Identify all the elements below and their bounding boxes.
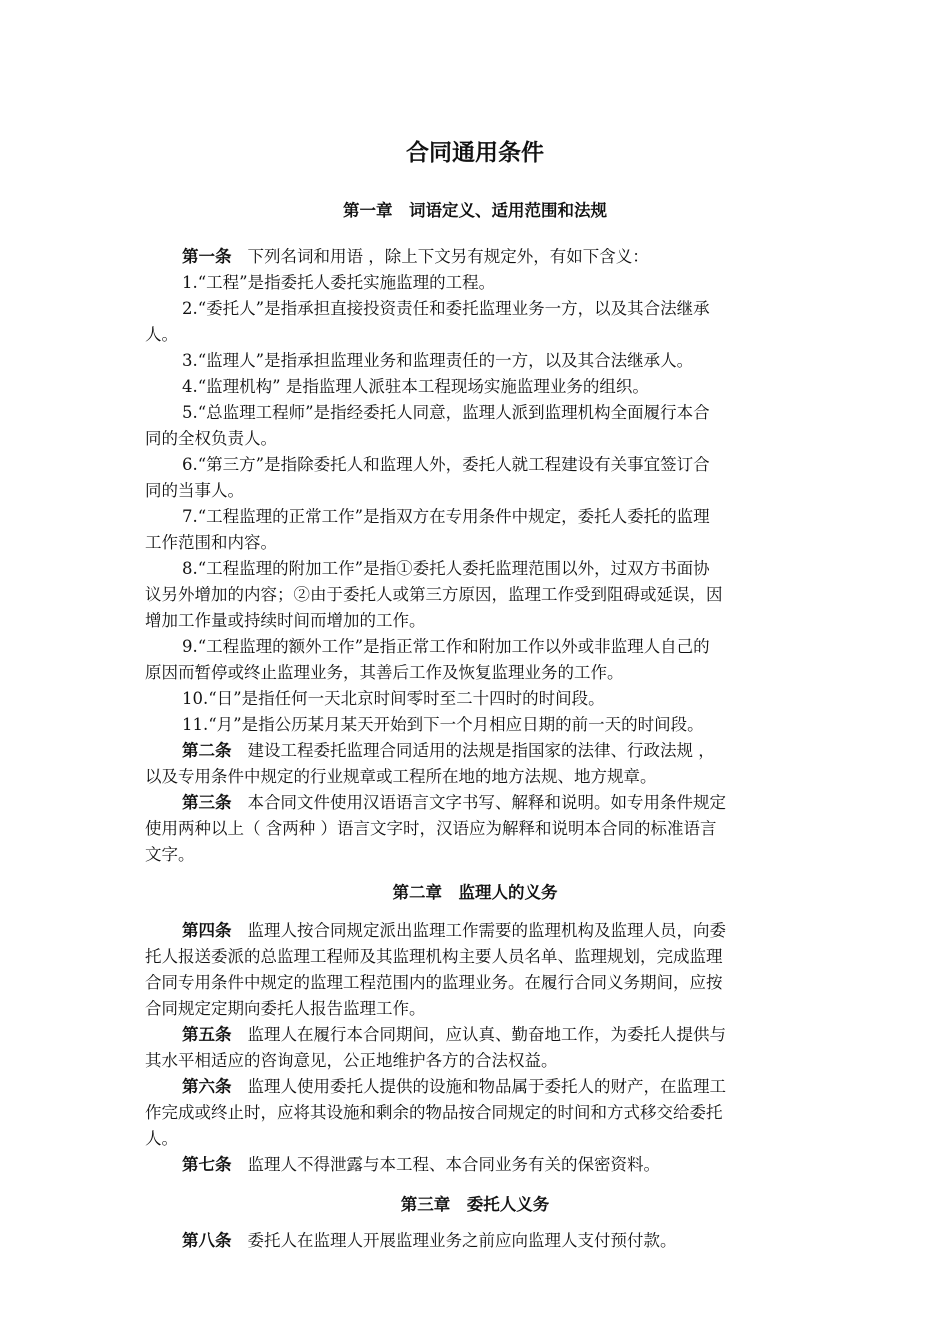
definition-8-line-2: 议另外增加的内容；②由于委托人或第三方原因，监理工作受到阻碍或延误，因 (145, 585, 723, 604)
article-2-label: 第二条 (182, 741, 232, 760)
definition-2-line-2: 人。 (145, 325, 178, 344)
article-3-line-1 (182, 790, 823, 816)
article-3-line-3: 文字。 (145, 845, 195, 864)
article-6-line-2: 作完成或终止时，应将其设施和剩余的物品按合同规定的时间和方式移交给委托 (145, 1103, 723, 1122)
article-8-text: 委托人在监理人开展监理业务之前应向监理人支付预付款。 (247, 1231, 677, 1250)
article-2-text: 建设工程委托监理合同适用的法规是指国家的法律、行政法规 ， (247, 741, 715, 760)
article-1-label: 第一条 (182, 247, 232, 266)
article-4-line-3: 合同专用条件中规定的监理工程范围内的监理业务。在履行合同义务期间，应按 (145, 973, 723, 992)
article-3-line-2: 使用两种以上（ 含两种 ）语言文字时，汉语应为解释和说明本合同的标准语言 (145, 819, 717, 838)
article-7 (182, 1152, 823, 1178)
definition-10: 10.“日”是指任何一天北京时间零时至二十四时的时间段。 (182, 689, 605, 708)
definition-2-line-1: 2.“委托人”是指承担直接投资责任和委托监理业务一方，以及其合法继承 (182, 299, 710, 318)
chapter-3-heading: 第三章 委托人义务 (400, 1195, 550, 1214)
article-4-label: 第四条 (182, 921, 232, 940)
article-4-line-4: 合同规定定期向委托人报告监理工作。 (145, 999, 426, 1018)
article-1-text: 下列名词和用语 ，除上下文另有规定外，有如下含义： (247, 247, 649, 266)
definition-9-line-1: 9.“工程监理的额外工作”是指正常工作和附加工作以外或非监理人自己的 (182, 637, 710, 656)
article-5-text: 监理人在履行本合同期间，应认真、勤奋地工作，为委托人提供与 (247, 1025, 726, 1044)
definition-3: 3.“监理人”是指承担监理业务和监理责任的一方，以及其合法继承人。 (182, 351, 694, 370)
definition-5-line-1: 5.“总监理工程师”是指经委托人同意，监理人派到监理机构全面履行本合 (182, 403, 710, 422)
article-4-text: 监理人按合同规定派出监理工作需要的监理机构及监理人员，向委 (247, 921, 726, 940)
definition-6-line-1: 6.“第三方”是指除委托人和监理人外，委托人就工程建设有关事宜签订合 (182, 455, 710, 474)
definition-8-line-3: 增加工作量或持续时间而增加的工作。 (145, 611, 426, 630)
article-1 (182, 244, 823, 270)
definition-6-line-2: 同的当事人。 (145, 481, 244, 500)
definition-7-line-1: 7.“工程监理的正常工作”是指双方在专用条件中规定，委托人委托的监理 (182, 507, 710, 526)
definition-1: 1.“工程”是指委托人委托实施监理的工程。 (182, 273, 496, 292)
article-5-line-2: 其水平相适应的咨询意见，公正地维护各方的合法权益。 (145, 1051, 558, 1070)
chapter-2-heading: 第二章 监理人的义务 (392, 883, 558, 902)
article-2-line-2: 以及专用条件中规定的行业规章或工程所在地的地方法规、地方规章。 (145, 767, 657, 786)
definition-9-line-2: 原因而暂停或终止监理业务，其善后工作及恢复监理业务的工作。 (145, 663, 624, 682)
article-2-line-1 (182, 738, 823, 764)
article-6-line-1 (182, 1074, 823, 1100)
article-7-text: 监理人不得泄露与本工程、本合同业务有关的保密资料。 (247, 1155, 660, 1174)
definition-11: 11.“月”是指公历某月某天开始到下一个月相应日期的前一天的时间段。 (182, 715, 704, 734)
article-3-text: 本合同文件使用汉语语言文字书写、解释和说明。如专用条件规定 (247, 793, 726, 812)
chapter-1-heading: 第一章 词语定义、适用范围和法规 (343, 201, 607, 220)
article-6-line-3: 人。 (145, 1129, 178, 1148)
article-7-label: 第七条 (182, 1155, 232, 1174)
article-8-label: 第八条 (182, 1231, 232, 1250)
article-6-text: 监理人使用委托人提供的设施和物品属于委托人的财产，在监理工 (247, 1077, 726, 1096)
page-title: 合同通用条件 (406, 140, 544, 166)
article-4-line-1 (182, 918, 823, 944)
article-5-line-1 (182, 1022, 823, 1048)
definition-7-line-2: 工作范围和内容。 (145, 533, 277, 552)
definition-5-line-2: 同的全权负责人。 (145, 429, 277, 448)
definition-8-line-1: 8.“工程监理的附加工作”是指①委托人委托监理范围以外，过双方书面协 (182, 559, 710, 578)
article-4-line-2: 托人报送委派的总监理工程师及其监理机构主要人员名单、监理规划，完成监理 (145, 947, 723, 966)
definition-4: 4.“监理机构” 是指监理人派驻本工程现场实施监理业务的组织。 (182, 377, 649, 396)
article-6-label: 第六条 (182, 1077, 232, 1096)
article-5-label: 第五条 (182, 1025, 232, 1044)
article-3-label: 第三条 (182, 793, 232, 812)
article-8 (182, 1228, 823, 1254)
